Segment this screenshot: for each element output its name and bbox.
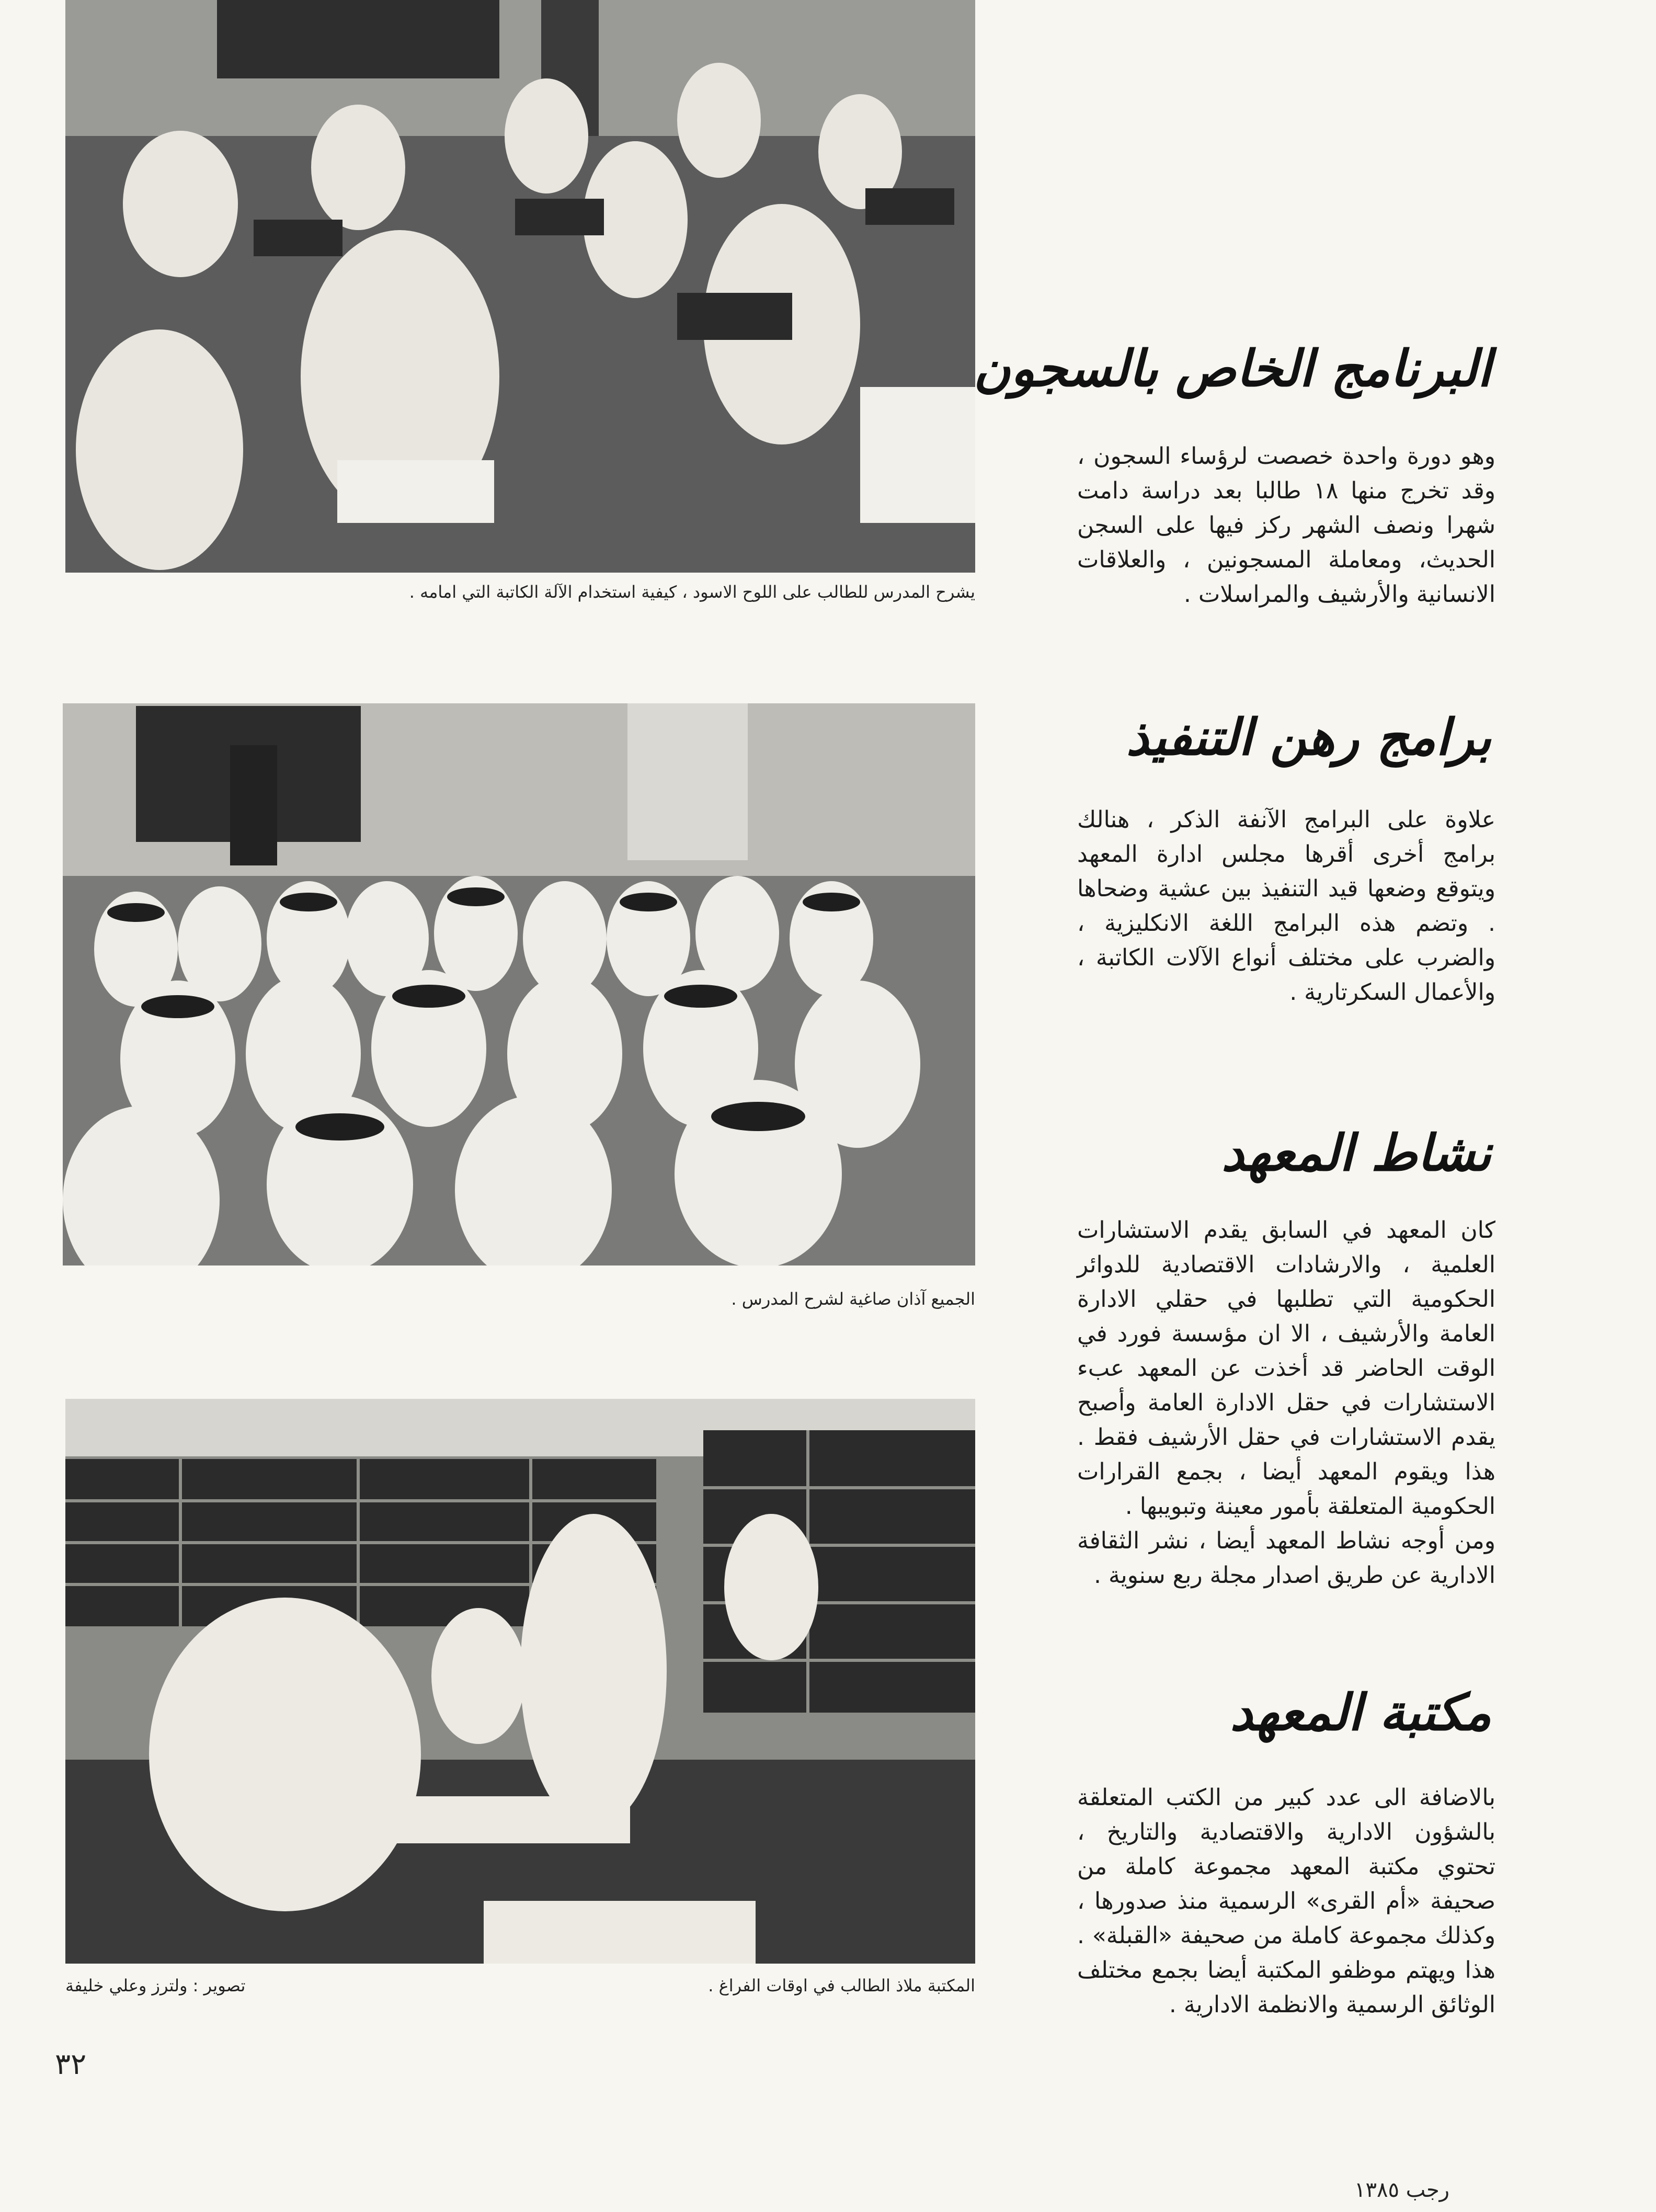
photo-typing-class — [65, 0, 975, 573]
section-paragraph: بالاضافة الى عدد كبير من الكتب المتعلقة بالشؤون الادارية والاقتصادية والتاريخ ، تحتوي مكتبة المعهد مجموعة كاملة من صحيفة «أم القرى» الرسمية منذ صدورها ، وكذلك مجموعة كاملة من صحيفة «القبلة» . هذا ويهتم موظفو المكتبة أيضا بجمع مختلف الوثائق الرسمية والانظمة الادارية . — [1077, 1784, 1495, 2018]
section-body-pending-programs — [1077, 803, 1495, 1010]
section-paragraph: علاوة على البرامج الآنفة الذكر ، هنالك برامج أخرى أقرها مجلس ادارة المعهد ويتوقع وضعها قيد التنفيذ بين عشية وضحاها . وتضم هذه البرامج اللغة الانكليزية ، والضرب على مختلف أنواع الآلات الكاتبة ، والأعمال السكرتارية . — [1077, 806, 1495, 1006]
issue-date: رجب ١٣٨٥ — [1354, 2178, 1449, 2202]
page-number: ٣٢ — [55, 2047, 87, 2081]
section-title-institute-activity: نشاط المعهد — [1221, 1123, 1491, 1182]
photo-library — [65, 1399, 975, 1964]
section-body-institute-library — [1077, 1781, 1495, 2022]
photo-lecture — [63, 703, 975, 1265]
photo-typing-class-caption: يشرح المدرس للطالب على اللوح الاسود ، كيفية استخدام الآلة الكاتبة التي امامه . — [409, 582, 975, 602]
section-title-institute-library: مكتبة المعهد — [1230, 1683, 1491, 1742]
section-paragraph: وهو دورة واحدة خصصت لرؤساء السجون ، وقد تخرج منها ١٨ طالبا بعد دراسة دامت شهرا ونصف الشهر ركز فيها على السجن الحديث، ومعاملة المسجونين ، والعلاقات الانسانية والأرشيف والمراسلات . — [1077, 443, 1495, 608]
section-paragraph: كان المعهد في السابق يقدم الاستشارات العلمية ، والارشادات الاقتصادية للدوائر الحكومية التي تطلبها في حقلي الادارة العامة والأرشيف ، الا ان مؤسسة فورد في الوقت الحاضر قد أخذت عن المعهد عبء الاستشارات في حقل الادارة العامة وأصبح يقدم الاستشارات في حقل الأرشيف فقط . هذا ويقوم المعهد أيضا ، بجمع القرارات الحكومية المتعلقة بأمور معينة وتبويبها . — [1077, 1217, 1495, 1520]
section-body-institute-activity — [1077, 1213, 1495, 1593]
photo-library-caption: المكتبة ملاذ الطالب في اوقات الفراغ . — [708, 1976, 975, 1996]
photo-lecture-caption: الجميع آذان صاغية لشرح المدرس . — [731, 1289, 975, 1309]
section-title-prisons-program: البرنامج الخاص بالسجون — [973, 339, 1491, 398]
photo-credit: تصوير : ولترز وعلي خليفة — [65, 1976, 246, 1996]
section-body-prisons-program — [1077, 439, 1495, 612]
section-title-pending-programs: برامج رهن التنفيذ — [1126, 708, 1491, 767]
section-paragraph: ومن أوجه نشاط المعهد أيضا ، نشر الثقافة الادارية عن طريق اصدار مجلة ربع سنوية . — [1077, 1527, 1495, 1589]
